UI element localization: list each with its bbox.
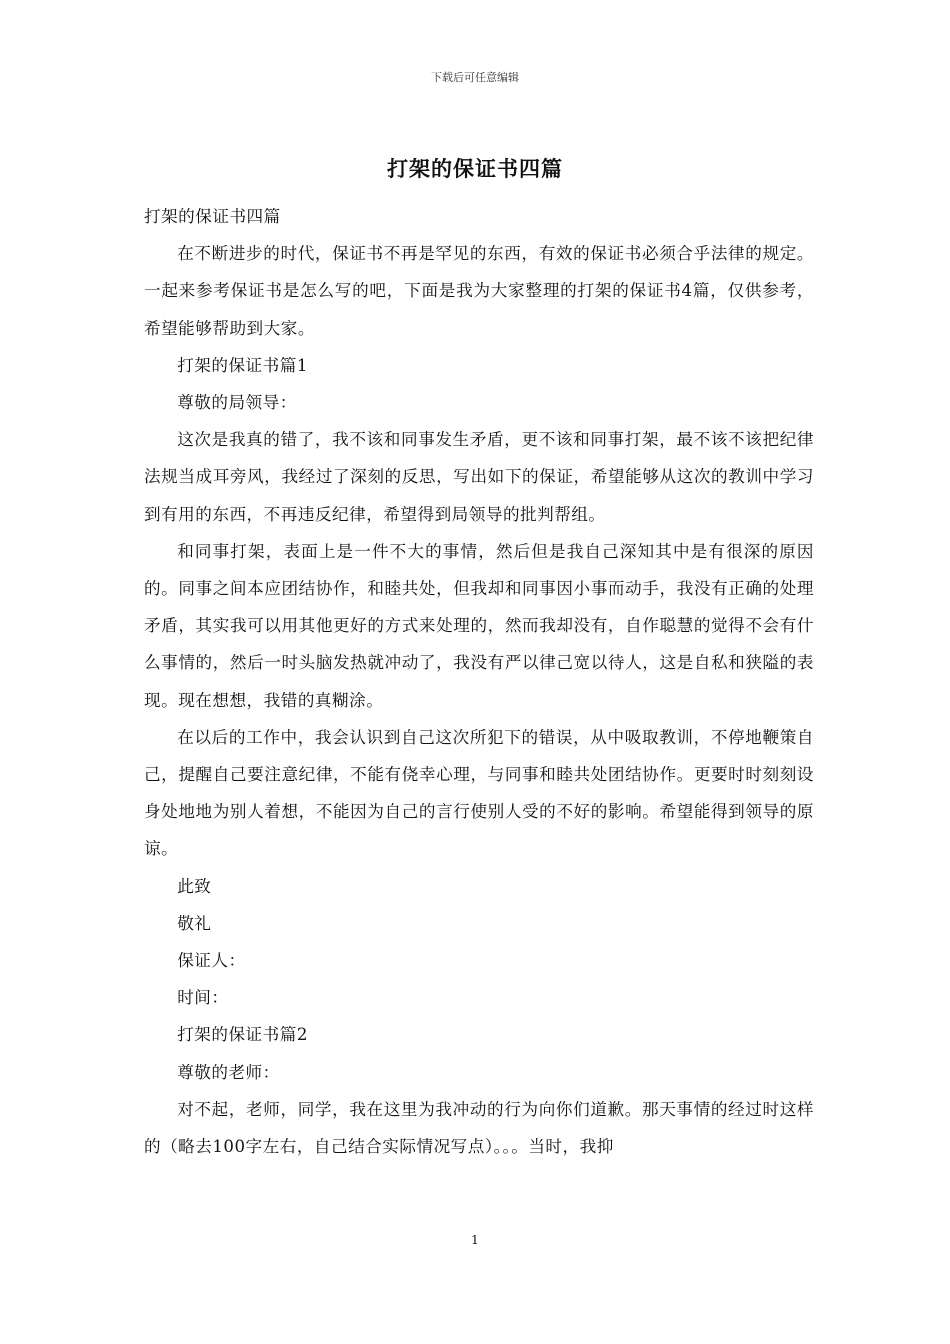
closing-line: 敬礼: [177, 913, 212, 933]
subtitle-paragraph: 打架的保证书四篇: [144, 207, 281, 226]
section-heading-1: 打架的保证书篇1: [177, 355, 308, 375]
salutation-1: 尊敬的局领导：: [177, 393, 297, 413]
body-paragraph: 对不起，老师，同学，我在这里为我冲动的行为向你们道歉。那天事情的经过时这样的（略去100字左右，自己结合实际情况写点）。。。当时，我抑: [144, 1099, 814, 1157]
section-heading-2: 打架的保证书篇2: [177, 1025, 308, 1045]
body-paragraph: 在以后的工作中，我会认识到自己这次所犯下的错误，从中吸取教训，不停地鞭策自己，提醒自己要注意纪律，不能有侥幸心理，与同事和睦共处团结协作。更要时时刻刻设身处地地为别人着想，不能因为自己的言行使别人受的不好的影响。希望能得到领导的原谅。: [144, 727, 814, 859]
body-paragraph: 这次是我真的错了，我不该和同事发生矛盾，更不该和同事打架，最不该不该把纪律法规当成耳旁风，我经过了深刻的反思，写出如下的保证，希望能够从这次的教训中学习到有用的东西，不再违反纪律，希望得到局领导的批判帮组。: [144, 430, 814, 524]
signature-line: 保证人：: [177, 951, 246, 971]
closing-line: 此致: [177, 876, 212, 896]
date-line: 时间：: [177, 988, 229, 1008]
salutation-2: 尊敬的老师：: [177, 1062, 280, 1082]
document-body: [144, 198, 814, 1165]
page-number: 1: [471, 1233, 479, 1247]
intro-paragraph: 在不断进步的时代，保证书不再是罕见的东西，有效的保证书必须合乎法律的规定。一起来参考保证书是怎么写的吧，下面是我为大家整理的打架的保证书4篇，仅供参考，希望能够帮助到大家。: [144, 244, 814, 338]
page-header-note: 下载后可任意编辑: [431, 71, 519, 84]
body-paragraph: 和同事打架，表面上是一件不大的事情，然后但是我自己深知其中是有很深的原因的。同事之间本应团结协作，和睦共处，但我却和同事因小事而动手，我没有正确的处理矛盾，其实我可以用其他更好的方式来处理的，然而我却没有，自作聪慧的觉得不会有什么事情的，然后一时头脑发热就冲动了，我没有严以律己宽以待人，这是自私和狭隘的表现。现在想想，我错的真糊涂。: [144, 541, 814, 710]
document-title: 打架的保证书四篇: [387, 156, 563, 181]
